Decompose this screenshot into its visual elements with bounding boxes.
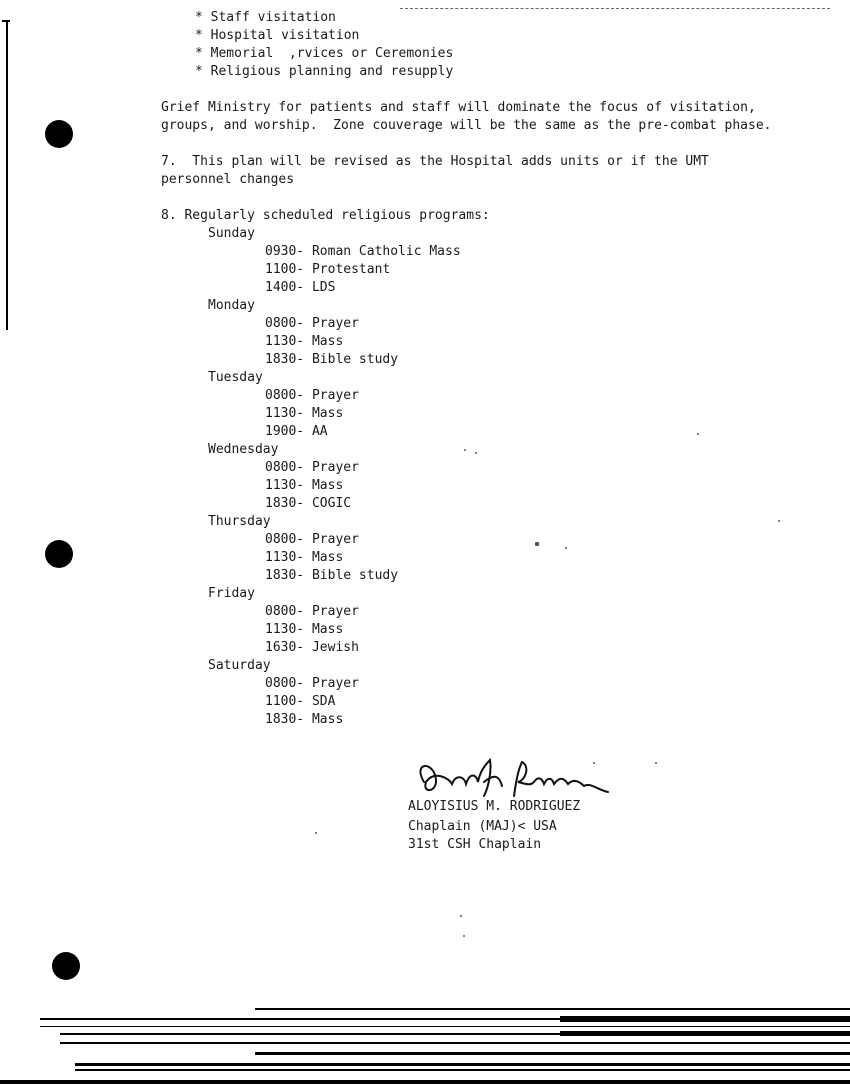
section-8-heading: 8. Regularly scheduled religious programs: (161, 208, 490, 223)
schedule-item: 1130- Mass (265, 478, 344, 493)
schedule-item: 1100- Protestant (265, 262, 391, 277)
signatory-name: ALOYISIUS M. RODRIGUEZ (408, 799, 581, 814)
grief-paragraph-line-2: groups, and worship. Zone couverage will be the same as the pre-combat phase. (161, 118, 772, 133)
bullet-memorial-services: * Memorial ,rvices or Ceremonies (195, 46, 454, 61)
schedule-item: 1100- SDA (265, 694, 336, 709)
scan-speck (697, 433, 699, 435)
schedule-day-monday: Monday (208, 298, 255, 313)
schedule-item: 0930- Roman Catholic Mass (265, 244, 461, 259)
grief-paragraph-line-1: Grief Ministry for patients and staff will dominate the focus of visitation, (161, 100, 756, 115)
schedule-item: 0800- Prayer (265, 604, 359, 619)
schedule-item: 1130- Mass (265, 622, 344, 637)
scan-speck (464, 449, 466, 451)
schedule-day-thursday: Thursday (208, 514, 271, 529)
schedule-item: 0800- Prayer (265, 316, 359, 331)
bottom-scan-rule (75, 1069, 850, 1071)
scan-speck (778, 520, 780, 522)
bottom-scan-rule (255, 1052, 850, 1055)
schedule-day-wednesday: Wednesday (208, 442, 279, 457)
schedule-day-friday: Friday (208, 586, 255, 601)
bottom-scan-rule (75, 1063, 850, 1066)
left-edge-mark (6, 20, 8, 330)
schedule-day-saturday: Saturday (208, 658, 271, 673)
scan-speck (460, 915, 462, 917)
schedule-day-sunday: Sunday (208, 226, 255, 241)
punch-hole-bottom (52, 952, 80, 980)
schedule-item: 0800- Prayer (265, 460, 359, 475)
schedule-item: 1830- COGIC (265, 496, 352, 511)
top-scan-artifact (400, 8, 830, 9)
bullet-religious-planning: * Religious planning and resupply (195, 64, 454, 79)
bottom-scan-rule (60, 1042, 850, 1044)
signatory-title: 31st CSH Chaplain (408, 837, 542, 852)
scan-speck (315, 832, 317, 834)
signatory-rank: Chaplain (MAJ)< USA (408, 819, 557, 834)
schedule-day-tuesday: Tuesday (208, 370, 263, 385)
scan-speck (535, 542, 539, 546)
schedule-item: 1130- Mass (265, 406, 344, 421)
scan-speck (593, 762, 595, 764)
punch-hole-top (45, 120, 73, 148)
schedule-item: 0800- Prayer (265, 676, 359, 691)
schedule-item: 1130- Mass (265, 550, 344, 565)
paragraph-7-line-2: personnel changes (161, 172, 295, 187)
bottom-scan-rule (0, 1080, 850, 1084)
schedule-item: 0800- Prayer (265, 532, 359, 547)
schedule-item: 1830- Bible study (265, 568, 399, 583)
scan-speck (565, 547, 567, 549)
scan-speck (475, 452, 477, 454)
punch-hole-middle (45, 540, 73, 568)
bottom-scan-rule (255, 1008, 850, 1010)
bullet-staff-visitation: * Staff visitation (195, 10, 336, 25)
schedule-item: 1630- Jewish (265, 640, 359, 655)
schedule-item: 1830- Mass (265, 712, 344, 727)
scan-speck (463, 935, 465, 937)
paragraph-7-line-1: 7. This plan will be revised as the Hospital adds units or if the UMT (161, 154, 709, 169)
schedule-item: 0800- Prayer (265, 388, 359, 403)
scan-speck (655, 762, 657, 764)
bottom-scan-rule (560, 1016, 850, 1022)
schedule-item: 1130- Mass (265, 334, 344, 349)
bottom-scan-rule (560, 1031, 850, 1036)
bullet-hospital-visitation: * Hospital visitation (195, 28, 360, 43)
schedule-item: 1400- LDS (265, 280, 336, 295)
bottom-scan-rule (40, 1026, 850, 1027)
left-edge-tick (2, 20, 10, 22)
schedule-item: 1900- AA (265, 424, 328, 439)
schedule-item: 1830- Bible study (265, 352, 399, 367)
